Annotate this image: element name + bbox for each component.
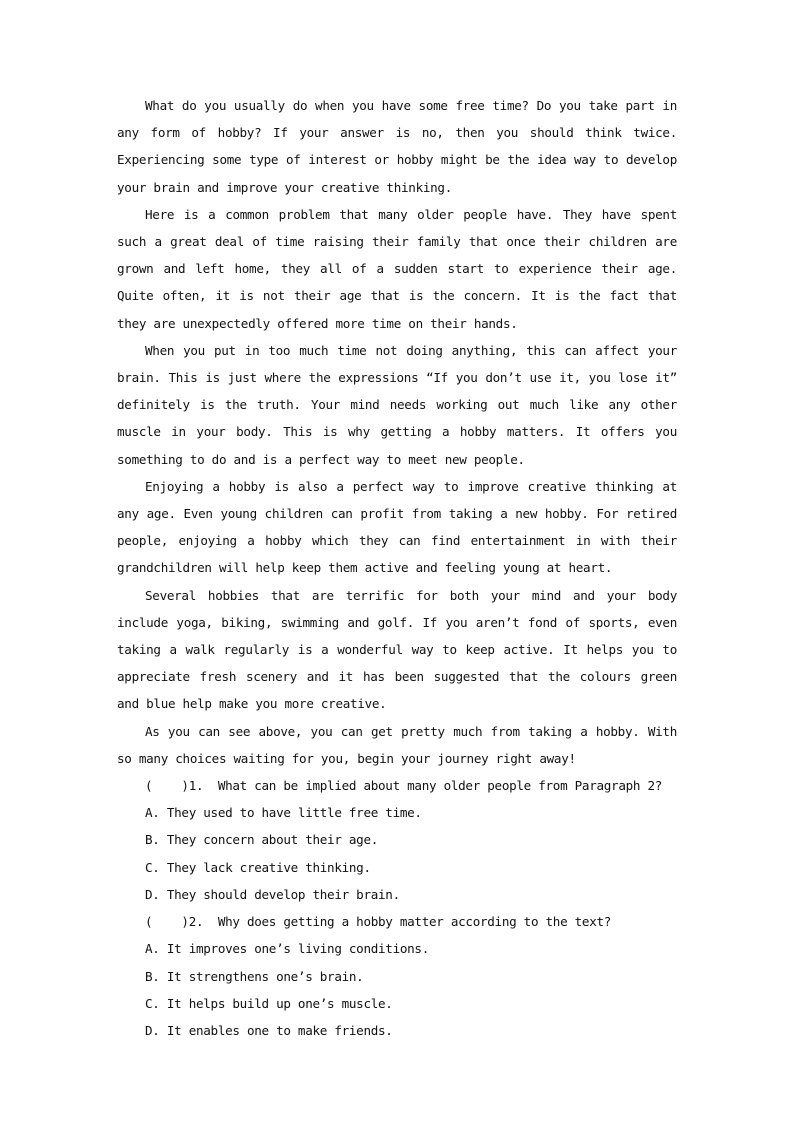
- answer-option-a: A. It improves one’s living conditions.: [145, 941, 430, 957]
- answer-option-d: D. They should develop their brain.: [145, 886, 400, 902]
- passage-paragraph-2: Here is a common problem that many older people have. They have spent such a great deal of time raising their family that once their children are grown and left home, they all of a sudden start to experience their age. Quite often, it is not their age that is the concern. It is the fact that they are unexpectedly offered more time on their hands.: [117, 206, 677, 331]
- question-1: [117, 772, 677, 908]
- passage-paragraph-3: When you put in too much time not doing anything, this can affect your brain. This is just where the expressions “If you don’t use it, you lose it” definitely is the truth. Your mind needs working out much like any other muscle in your body. This is why getting a hobby matters. It offers you something to do and is a perfect way to meet new people.: [117, 342, 677, 467]
- question-2: [117, 908, 677, 1044]
- question-stem: ( )1. What can be implied about many older people from Paragraph 2?: [145, 778, 663, 794]
- passage-paragraph-5: Several hobbies that are terrific for both your mind and your body include yoga, biking, swimming and golf. If you aren’t fond of sports, even taking a walk regularly is a wonderful way to keep active. It helps you to appreciate fresh scenery and it has been suggested that the colours green and blue help make you more creative.: [117, 587, 677, 712]
- answer-option-a: A. They used to have little free time.: [145, 805, 422, 821]
- answer-option-b: B. They concern about their age.: [145, 832, 379, 848]
- passage-paragraph-4: Enjoying a hobby is also a perfect way to improve creative thinking at any age. Even young children can profit from taking a new hobby. For retired people, enjoying a hobby which they can find entertainment in with their grandchildren will help keep them active and feeling young at heart.: [117, 478, 677, 576]
- answer-option-b: B. It strengthens one’s brain.: [145, 968, 364, 984]
- passage-paragraph-6: As you can see above, you can get pretty much from taking a hobby. With so many choices waiting for you, begin your journey right away!: [117, 723, 677, 766]
- passage-paragraph-1: What do you usually do when you have some free time? Do you take part in any form of hobby? If your answer is no, then you should think twice. Experiencing some type of interest or hobby might be the idea way to develop your brain and improve your creative thinking.: [117, 98, 677, 195]
- question-stem: ( )2. Why does getting a hobby matter according to the text?: [145, 914, 612, 930]
- answer-option-c: C. It helps build up one’s muscle.: [145, 995, 393, 1011]
- document-page: [117, 92, 677, 1044]
- answer-option-d: D. It enables one to make friends.: [145, 1022, 393, 1038]
- answer-option-c: C. They lack creative thinking.: [145, 859, 371, 875]
